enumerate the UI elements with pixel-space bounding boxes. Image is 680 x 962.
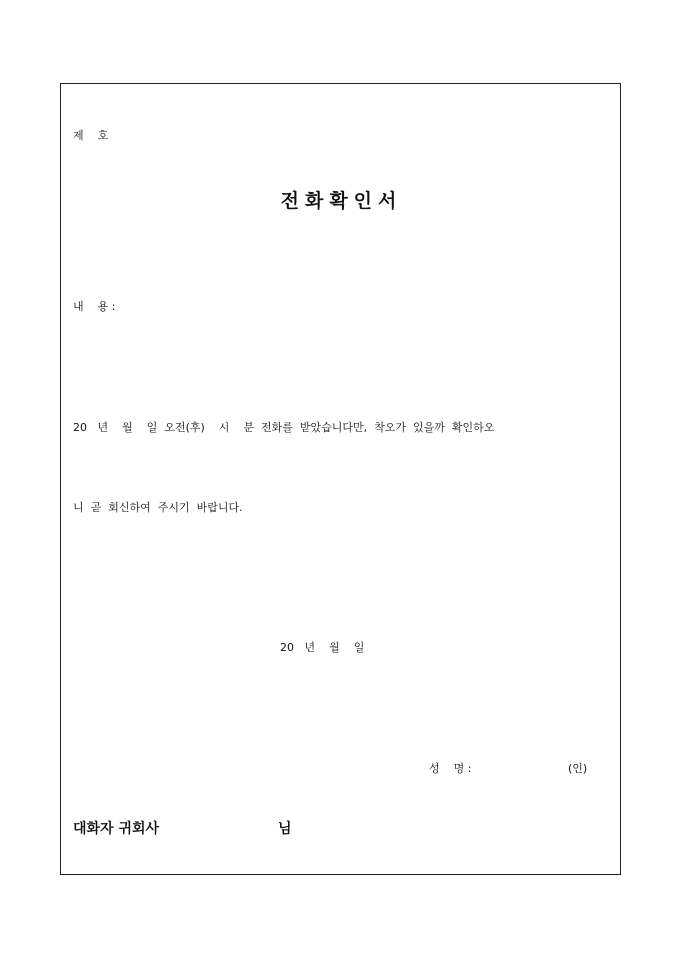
- document-frame: [60, 83, 621, 875]
- date-line: 20 년 월 일: [280, 641, 365, 654]
- recipient-label: 대화자 귀회사: [73, 821, 160, 837]
- document-number-label: 제 호: [73, 129, 109, 142]
- body-line-1: 20 년 월 일 오전(후) 시 분 전화를 받았습니다만, 착오가 있을까 확인하오: [73, 421, 495, 434]
- content-label: 내 용 :: [73, 300, 116, 313]
- body-line-2: 니 곧 회신하여 주시기 바랍니다.: [73, 501, 243, 514]
- seal-mark: (인): [568, 762, 588, 775]
- recipient-suffix: 님: [278, 821, 292, 837]
- document-title: 전화확인서: [280, 190, 403, 212]
- signature-label: 성 명 :: [429, 762, 472, 775]
